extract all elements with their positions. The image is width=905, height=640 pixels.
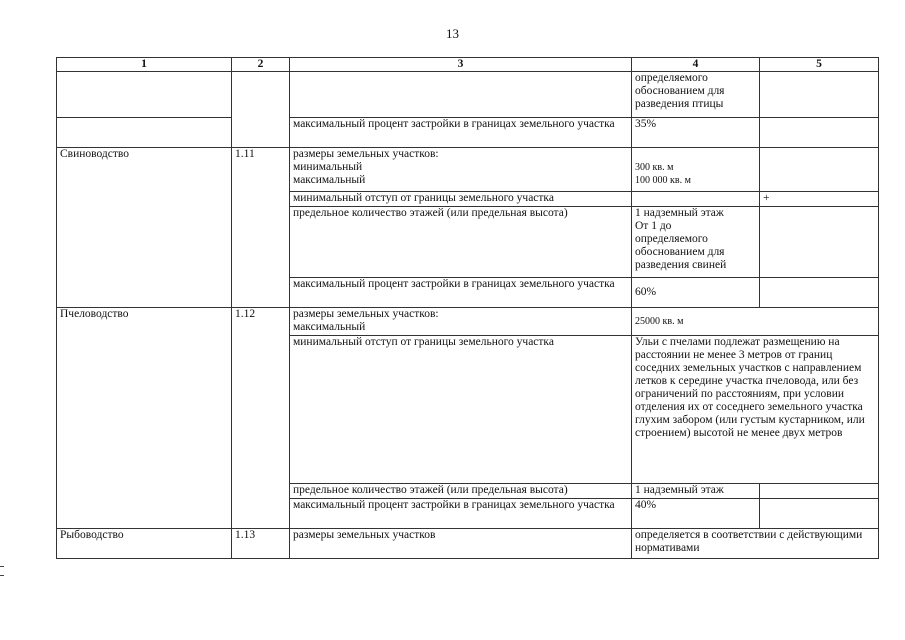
pig-setback-mark: + (760, 192, 879, 207)
cell-empty (760, 207, 879, 278)
pig-use-code: 1.11 (232, 148, 290, 308)
cell-empty (632, 192, 760, 207)
cell-empty (760, 278, 879, 308)
poultry-coverage-value: 35% (632, 118, 760, 148)
fish-use-name: Рыбоводство (57, 529, 232, 559)
header-row (57, 58, 879, 72)
bee-floors-value: 1 надземный этаж (632, 484, 760, 499)
regulations-table (56, 57, 879, 559)
cell-empty (760, 72, 879, 118)
cell-empty (232, 72, 290, 148)
pig-use-name: Свиноводство (57, 148, 232, 308)
cell-empty (57, 118, 232, 148)
column-header-5: 5 (760, 58, 879, 72)
column-header-1: 1 (57, 58, 232, 72)
bee-size-value: 25000 кв. м (632, 308, 879, 336)
column-header-2: 2 (232, 58, 290, 72)
table-row (57, 148, 879, 192)
bee-size-label: размеры земельных участков: максимальный (290, 308, 632, 336)
column-header-4: 4 (632, 58, 760, 72)
table-row (57, 308, 879, 336)
bee-use-code: 1.12 (232, 308, 290, 529)
column-header-3: 3 (290, 58, 632, 72)
pig-coverage-label: максимальный процент застройки в границах земельного участка (290, 278, 632, 308)
cell-empty (760, 148, 879, 192)
cell-empty (760, 118, 879, 148)
pig-coverage-value: 60% (632, 278, 760, 308)
table-row (57, 529, 879, 559)
fish-use-code: 1.13 (232, 529, 290, 559)
bee-setback-label: минимальный отступ от границы земельного участка (290, 336, 632, 484)
bee-coverage-value: 40% (632, 499, 760, 529)
bee-setback-value: Ульи с пчелами подлежат размещению на расстоянии не менее 3 метров от границ соседних земельных участков с направлением летков к середине участка пчеловода, или без ограничений по расстояниям, при условии отделения их от соседнего земельного участка глухим забором (или густым кустарником, или строением) высотой не менее двух метров (632, 336, 879, 484)
poultry-floors-value-continued: определяемого обоснованием для разведения птицы (632, 72, 760, 118)
bee-floors-label: предельное количество этажей (или предельная высота) (290, 484, 632, 499)
poultry-coverage-label: максимальный процент застройки в границах земельного участка (290, 118, 632, 148)
page-number: 13 (446, 26, 459, 41)
bee-coverage-label: максимальный процент застройки в границах земельного участка (290, 499, 632, 529)
pig-floors-value: 1 надземный этаж От 1 до определяемого обоснованием для разведения свиней (632, 207, 760, 278)
table-row (57, 72, 879, 118)
pig-floors-label: предельное количество этажей (или предельная высота) (290, 207, 632, 278)
fish-size-value: определяется в соответствии с действующими нормативами (632, 529, 879, 559)
pig-setback-label: минимальный отступ от границы земельного участка (290, 192, 632, 207)
fish-size-label: размеры земельных участков (290, 529, 632, 559)
pig-size-value: 300 кв. м 100 000 кв. м (632, 148, 760, 192)
cell-empty (57, 72, 232, 118)
cell-empty (760, 484, 879, 499)
cell-empty (290, 72, 632, 118)
table-row (57, 118, 879, 148)
cell-empty (760, 499, 879, 529)
bee-use-name: Пчеловодство (57, 308, 232, 529)
pig-size-label: размеры земельных участков: минимальный максимальный (290, 148, 632, 192)
margin-mark (0, 566, 4, 576)
